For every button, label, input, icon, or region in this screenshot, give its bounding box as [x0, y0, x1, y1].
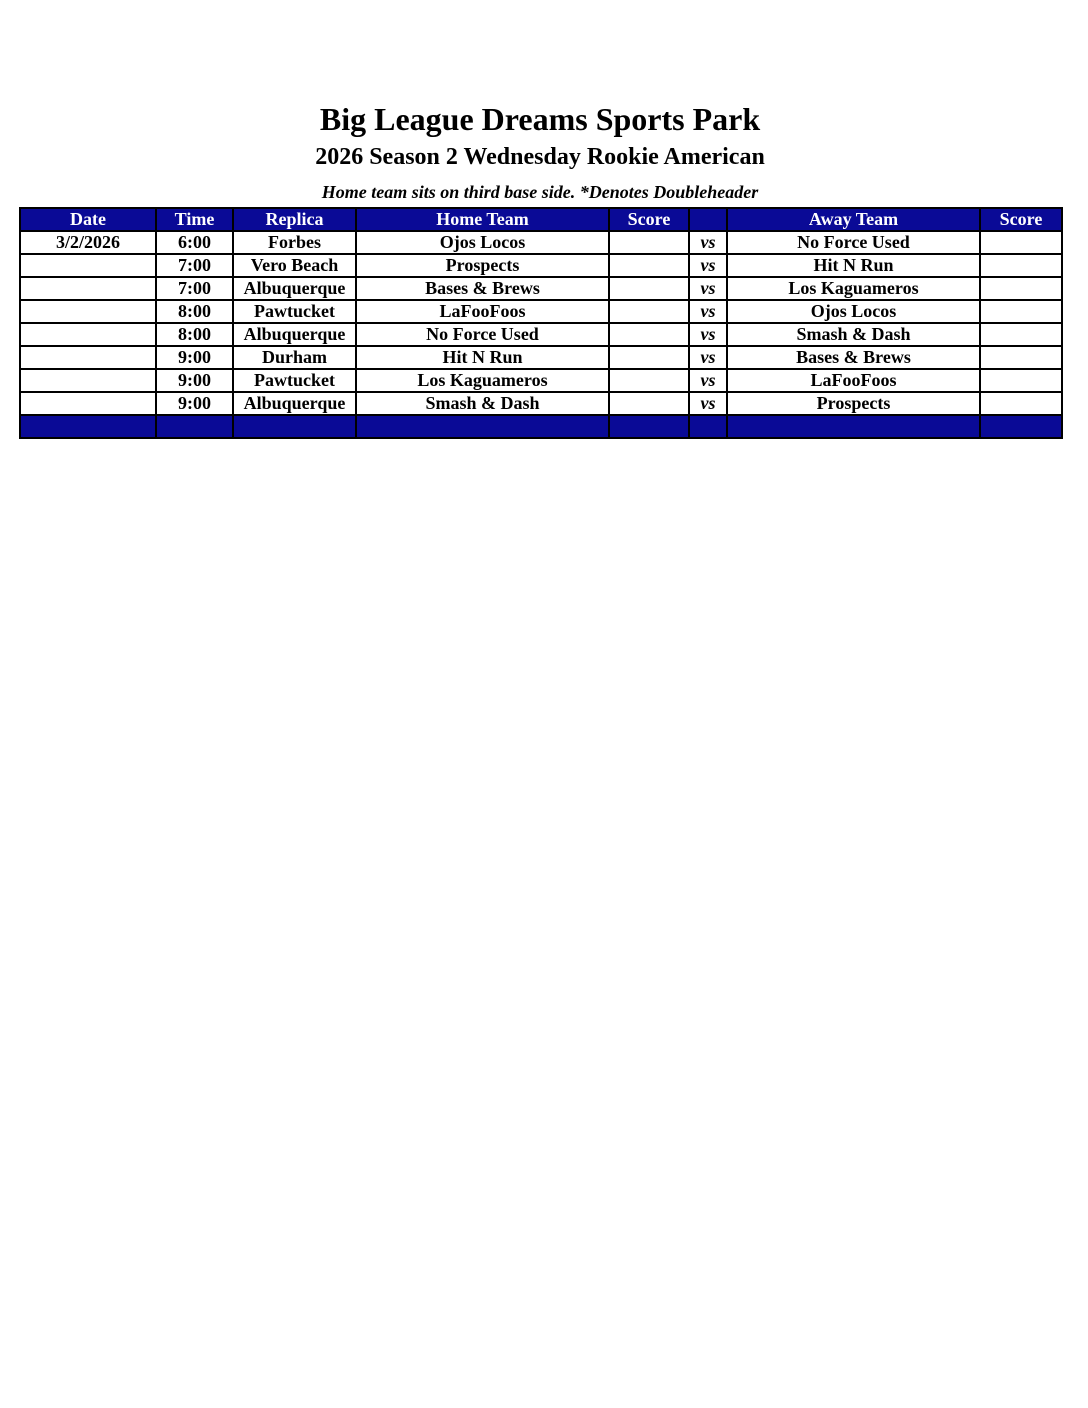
- footer-cell: [233, 415, 356, 438]
- cell-away-team: Prospects: [727, 392, 980, 415]
- schedule-body: [20, 231, 1062, 438]
- cell-home-score: [609, 392, 689, 415]
- cell-time: 9:00: [156, 392, 233, 415]
- cell-vs: vs: [689, 346, 727, 369]
- page-subtitle: 2026 Season 2 Wednesday Rookie American: [315, 144, 765, 170]
- cell-away-score: [980, 277, 1062, 300]
- cell-home-score: [609, 323, 689, 346]
- cell-away-score: [980, 300, 1062, 323]
- cell-away-score: [980, 346, 1062, 369]
- cell-vs: vs: [689, 277, 727, 300]
- cell-home-score: [609, 346, 689, 369]
- table-footer-bar: [20, 415, 1062, 438]
- cell-replica: Vero Beach: [233, 254, 356, 277]
- cell-vs: vs: [689, 300, 727, 323]
- column-header-replica: Replica: [233, 208, 356, 231]
- cell-home-score: [609, 254, 689, 277]
- column-header-away-team: Away Team: [727, 208, 980, 231]
- cell-time: 8:00: [156, 323, 233, 346]
- cell-replica: Albuquerque: [233, 392, 356, 415]
- cell-home-team: LaFooFoos: [356, 300, 609, 323]
- table-row: [20, 323, 1062, 346]
- column-header-home-score: Score: [609, 208, 689, 231]
- cell-away-team: LaFooFoos: [727, 369, 980, 392]
- cell-home-score: [609, 277, 689, 300]
- cell-vs: vs: [689, 323, 727, 346]
- cell-date: [20, 392, 156, 415]
- table-row: [20, 254, 1062, 277]
- cell-away-score: [980, 254, 1062, 277]
- cell-replica: Pawtucket: [233, 369, 356, 392]
- cell-time: 7:00: [156, 277, 233, 300]
- cell-date: [20, 323, 156, 346]
- cell-replica: Durham: [233, 346, 356, 369]
- cell-home-team: Hit N Run: [356, 346, 609, 369]
- cell-time: 7:00: [156, 254, 233, 277]
- cell-home-team: No Force Used: [356, 323, 609, 346]
- cell-vs: vs: [689, 392, 727, 415]
- footer-cell: [727, 415, 980, 438]
- cell-date: 3/2/2026: [20, 231, 156, 254]
- cell-home-team: Los Kaguameros: [356, 369, 609, 392]
- footer-cell: [20, 415, 156, 438]
- column-header-time: Time: [156, 208, 233, 231]
- cell-time: 8:00: [156, 300, 233, 323]
- cell-home-team: Bases & Brews: [356, 277, 609, 300]
- cell-time: 9:00: [156, 369, 233, 392]
- footer-cell: [689, 415, 727, 438]
- cell-date: [20, 254, 156, 277]
- table-row: [20, 392, 1062, 415]
- table-row: [20, 300, 1062, 323]
- cell-away-team: Smash & Dash: [727, 323, 980, 346]
- schedule-note: Home team sits on third base side. *Denotes Doubleheader: [321, 182, 759, 202]
- cell-replica: Albuquerque: [233, 323, 356, 346]
- cell-home-team: Ojos Locos: [356, 231, 609, 254]
- cell-date: [20, 369, 156, 392]
- cell-away-team: No Force Used: [727, 231, 980, 254]
- table-header-row: [20, 208, 1062, 231]
- cell-vs: vs: [689, 231, 727, 254]
- cell-date: [20, 277, 156, 300]
- schedule-table: [19, 207, 1063, 439]
- cell-replica: Pawtucket: [233, 300, 356, 323]
- cell-replica: Forbes: [233, 231, 356, 254]
- cell-home-team: Prospects: [356, 254, 609, 277]
- cell-away-score: [980, 323, 1062, 346]
- table-row: [20, 231, 1062, 254]
- cell-away-score: [980, 392, 1062, 415]
- cell-away-score: [980, 369, 1062, 392]
- column-header-away-score: Score: [980, 208, 1062, 231]
- cell-away-team: Hit N Run: [727, 254, 980, 277]
- cell-home-team: Smash & Dash: [356, 392, 609, 415]
- cell-home-score: [609, 369, 689, 392]
- footer-cell: [609, 415, 689, 438]
- cell-time: 9:00: [156, 346, 233, 369]
- table-row: [20, 346, 1062, 369]
- cell-away-team: Los Kaguameros: [727, 277, 980, 300]
- cell-away-team: Bases & Brews: [727, 346, 980, 369]
- cell-date: [20, 346, 156, 369]
- footer-cell: [156, 415, 233, 438]
- cell-date: [20, 300, 156, 323]
- cell-home-score: [609, 300, 689, 323]
- footer-cell: [356, 415, 609, 438]
- cell-home-score: [609, 231, 689, 254]
- page-title: Big League Dreams Sports Park: [319, 101, 761, 137]
- cell-replica: Albuquerque: [233, 277, 356, 300]
- cell-away-score: [980, 231, 1062, 254]
- cell-vs: vs: [689, 254, 727, 277]
- cell-vs: vs: [689, 369, 727, 392]
- column-header-date: Date: [20, 208, 156, 231]
- column-header-home-team: Home Team: [356, 208, 609, 231]
- cell-time: 6:00: [156, 231, 233, 254]
- table-row: [20, 277, 1062, 300]
- column-header-vs: [689, 208, 727, 231]
- footer-cell: [980, 415, 1062, 438]
- cell-away-team: Ojos Locos: [727, 300, 980, 323]
- table-row: [20, 369, 1062, 392]
